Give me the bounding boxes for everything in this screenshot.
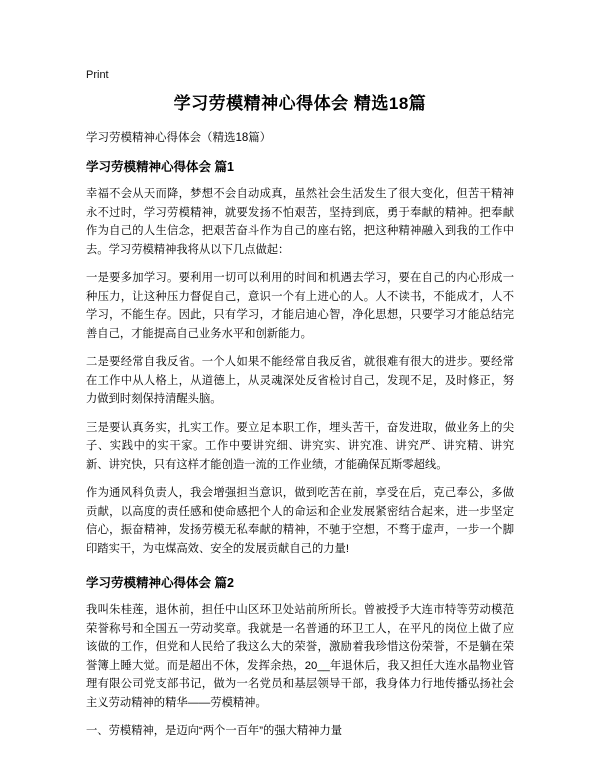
paragraph: 作为通风科负责人，我会增强担当意识，做到吃苦在前，享受在后，克己奉公，多做贡献，以高度的责任感和使命感把个人的命运和企业发展紧密结合起来，进一步坚定信心，振奋精神，发扬劳模无私奉献的精神，不驰于空想，不骛于虚声，一步一个脚印踏实干，为屯煤高效、安全的发展贡献自己的力量! [86,487,514,555]
paragraph: 幸福不会从天而降，梦想不会自动成真，虽然社会生活发生了很大变化，但苦干精神永不过时，学习劳模精神，就要发扬不怕艰苦，坚持到底，勇于奉献的精神。把奉献作为自己的人生信念，把艰苦奋斗作为自己的座右铭，把这种精神融入到我的工作中去。学习劳模精神我将从以下几点做起： [86,188,514,256]
document-body [86,92,514,751]
page-title: 学习劳模精神心得体会 精选18篇 [173,94,427,113]
paragraph: 我叫朱桂莲，退休前，担任中山区环卫处站前所所长。曾被授予大连市特等劳动模范荣誉称号和全国五一劳动奖章。我就是一名普通的环卫工人，在平凡的岗位上做了应该做的工作，但党和人民给了我这么大的荣誉，激励着我珍惜这份荣誉，不是躺在荣誉簿上睡大觉。而是超出不休，发挥余热，20__年退休后，我又担任大连水晶物业管理有限公司党支部书记，做为一名党员和基层领导干部，我身体力行地传播弘扬社会主义劳动精神的精华——劳模精神。 [86,604,514,709]
paragraph: 三是要认真务实，扎实工作。要立足本职工作，埋头苦干，奋发进取，做业务上的尖子、实践中的实干家。工作中要讲究细、讲究实、讲究准、讲究严、讲究精、讲究新、讲究快，只有这样才能创造一流的工作业绩，才能确保瓦斯零超线。 [86,421,514,471]
print-button[interactable]: Print [86,69,109,81]
paragraph: 一是要多加学习。要利用一切可以利用的时间和机遇去学习，要在自己的内心形成一种压力，让这种压力督促自己，意识一个有上进心的人。人不读书，不能成才，人不学习，不能生存。因此，只有学习，才能启迪心智，净化思想，只要学习才能总结完善自己，才能提高自己业务水平和创新能力。 [86,272,514,340]
section-heading-2: 学习劳模精神心得体会 篇2 [86,576,234,590]
paragraph: 一、劳模精神，是迈向“两个一百年”的强大精神力量 [86,725,343,737]
paragraph: 二是要经常自我反省。一个人如果不能经常自我反省，就很难有很大的进步。要经常在工作中从人格上，从道德上，从灵魂深处反省检讨自己，发现不足，及时修正，努力做到时刻保持清醒头脑。 [86,356,514,405]
section-heading-1: 学习劳模精神心得体会 篇1 [86,160,234,174]
document-subtitle: 学习劳模精神心得体会（精选18篇） [86,132,272,144]
